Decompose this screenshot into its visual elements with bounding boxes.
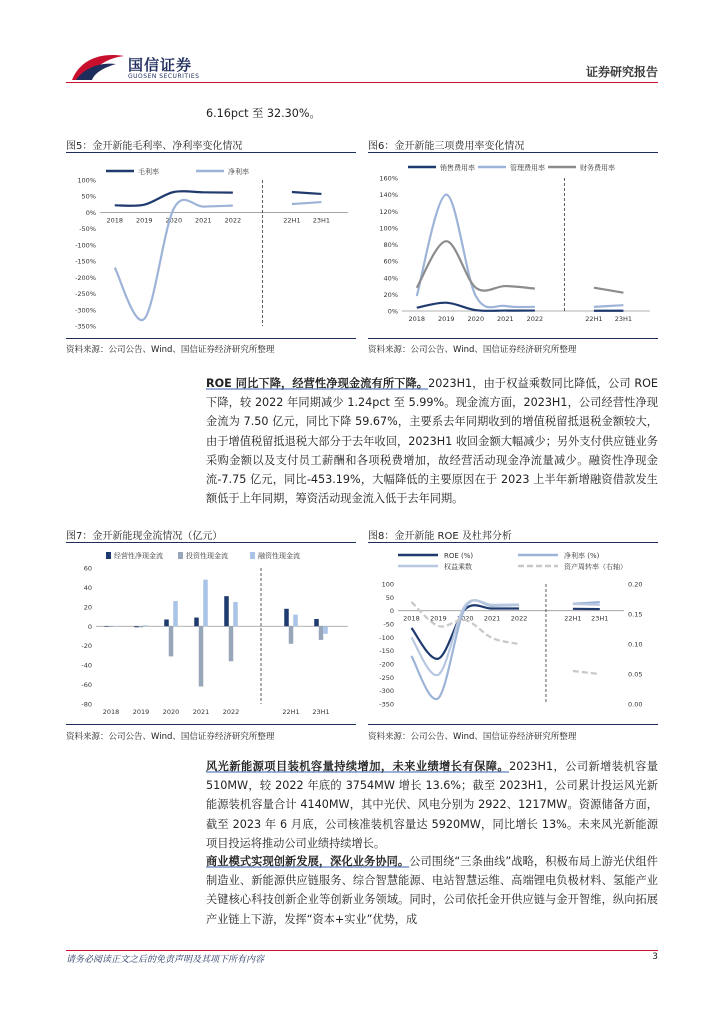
- y-tick-label: -300: [379, 687, 394, 696]
- bar: [233, 602, 238, 626]
- series-line-halfyear: [594, 288, 624, 293]
- y-tick-label: -80: [81, 700, 92, 709]
- fig8-source: 资料来源：公司公告、Wind、国信证券经济研究所整理: [368, 732, 577, 742]
- bar: [293, 615, 298, 627]
- paragraph-lead: ROE 同比下降，经营性净现金流有所下降。: [206, 377, 429, 390]
- y-tick-label: 20%: [383, 290, 398, 299]
- x-tick-label: 2019: [136, 216, 153, 225]
- legend-label: 管理费用率: [510, 164, 545, 172]
- fig8-title: 图8：金开新能 ROE 及杜邦分析: [368, 531, 512, 542]
- bar: [314, 619, 319, 626]
- y-tick-label: 140%: [379, 191, 398, 200]
- y-tick-label: 0%: [85, 208, 96, 217]
- y-tick-label: -100%: [75, 241, 96, 250]
- y-tick-label: 160%: [379, 174, 398, 183]
- fig6-source: 资料来源：公司公告、Wind、国信证券经济研究所整理: [368, 345, 577, 355]
- footer-divider: [66, 950, 658, 951]
- fig7-title: 图7：金开新能现金流情况（亿元）: [66, 531, 223, 542]
- bar: [194, 618, 199, 627]
- bar: [319, 626, 324, 640]
- bar: [229, 626, 234, 661]
- y-tick-label: -40: [81, 661, 92, 670]
- y-tick-label: 0: [87, 622, 92, 631]
- legend-label: 权益乘数: [444, 563, 472, 571]
- y-tick-label: 40%: [383, 274, 398, 283]
- series-line-halfyear: [292, 202, 322, 204]
- page-number: 3: [652, 952, 658, 962]
- fig6-rule: [368, 152, 658, 153]
- bar: [289, 626, 294, 643]
- x-tick-label: 2020: [162, 708, 180, 716]
- y-tick-label: 40: [83, 583, 92, 592]
- y-tick-label: 100: [381, 580, 394, 589]
- series-line-annual: [115, 191, 233, 206]
- bar: [199, 626, 204, 686]
- y-tick-label: -250%: [75, 290, 96, 299]
- bar: [164, 619, 169, 626]
- x-tick-label: 22H1: [282, 708, 300, 716]
- x-tick-label: 2018: [106, 216, 124, 225]
- logo-english: GUOSEN SECURITIES: [128, 73, 200, 80]
- series-line-halfyear: [594, 305, 624, 307]
- fig7-bottom-rule: [66, 724, 356, 725]
- fig6-title: 图6：金开新能三项费用率变化情况: [368, 141, 525, 152]
- legend-label: 净利率: [228, 168, 249, 176]
- legend-swatch: [250, 552, 255, 559]
- legend-label: 毛利率: [138, 168, 159, 176]
- y-right-tick-label: 0.15: [628, 610, 643, 619]
- x-tick-label: 22H1: [283, 216, 301, 225]
- legend-label: 销售费用率: [440, 164, 475, 172]
- bar: [109, 626, 114, 627]
- legend-label: 资产周转率（右轴）: [564, 563, 627, 571]
- y-tick-label: 80%: [383, 241, 398, 249]
- fig5-title: 图5：金开新能毛利率、净利率变化情况: [66, 141, 243, 152]
- series-line-halfyear: [573, 604, 600, 605]
- y-tick-label: -60: [81, 681, 92, 690]
- y-tick-label: -200%: [75, 273, 96, 282]
- x-tick-label: 2018: [102, 708, 120, 716]
- y-tick-label: -350: [379, 700, 394, 709]
- bar: [104, 626, 109, 627]
- series-line-annual: [411, 605, 519, 659]
- x-tick-label: 23H1: [614, 315, 633, 323]
- y-tick-label: 0: [389, 607, 394, 616]
- y-tick-label: -20: [81, 642, 92, 651]
- legend-label: 净利率 (%): [564, 552, 600, 560]
- fig5-bottom-rule: [66, 338, 356, 339]
- fig7-chart: [66, 546, 356, 722]
- y-tick-label: -50%: [79, 225, 96, 234]
- bar: [203, 580, 208, 627]
- legend-swatch: [178, 552, 183, 559]
- bar: [224, 596, 229, 626]
- y-tick-label: 50: [385, 593, 394, 602]
- x-tick-label: 2021: [192, 708, 210, 716]
- fig8-rule: [368, 542, 658, 543]
- series-line-annual: [411, 600, 519, 675]
- y-tick-label: 120%: [379, 207, 398, 216]
- bar: [143, 625, 148, 626]
- y-tick-label: 100%: [379, 224, 398, 233]
- y-right-tick-label: 0.05: [628, 670, 643, 679]
- x-tick-label: 2019: [430, 614, 447, 623]
- legend-label: ROE (%): [444, 552, 474, 560]
- paragraph-lead: 风光新能源项目装机容量持续增加，未来业绩增长有保障。: [206, 760, 510, 773]
- y-tick-label: -250: [379, 673, 394, 682]
- company-logo-icon: [70, 50, 126, 82]
- y-tick-label: -350%: [75, 322, 96, 331]
- paragraph-business-model: [206, 852, 658, 929]
- bar: [113, 626, 118, 627]
- bar: [134, 626, 139, 627]
- y-right-tick-label: 0.20: [628, 580, 643, 589]
- x-tick-label: 23H1: [312, 216, 331, 225]
- fig8-chart: [368, 546, 658, 722]
- y-tick-label: -50: [383, 620, 394, 629]
- intro-fragment: 6.16pct 至 32.30%。: [206, 107, 321, 120]
- y-tick-label: 60%: [383, 257, 398, 266]
- x-tick-label: 2022: [222, 708, 240, 716]
- y-tick-label: 20: [83, 603, 92, 612]
- paragraph-roe-cashflow: [206, 374, 658, 508]
- bar: [139, 626, 144, 627]
- x-tick-label: 2020: [165, 216, 183, 225]
- fig7-rule: [66, 542, 356, 543]
- x-tick-label: 2022: [510, 614, 528, 623]
- x-tick-label: 23H1: [591, 614, 609, 623]
- y-tick-label: -150: [379, 647, 394, 656]
- report-type-label: 证券研究报告: [585, 65, 658, 79]
- fig6-bottom-rule: [368, 338, 658, 339]
- series-line-halfyear: [573, 671, 600, 674]
- footer-disclaimer: 请务必阅读正文之后的免责声明及其项下所有内容: [66, 955, 265, 965]
- y-tick-label: 50%: [81, 192, 96, 201]
- x-tick-label: 2020: [467, 315, 485, 323]
- y-right-tick-label: 0.00: [628, 700, 643, 709]
- x-tick-label: 2021: [497, 315, 514, 323]
- bar: [323, 626, 328, 634]
- series-line-annual: [417, 241, 535, 290]
- y-right-tick-label: 0.10: [628, 640, 643, 649]
- fig5-chart: [66, 156, 356, 336]
- fig5-rule: [66, 152, 356, 153]
- legend-swatch: [106, 552, 111, 559]
- bar: [284, 609, 289, 626]
- y-tick-label: 60: [83, 564, 92, 573]
- y-tick-label: -150%: [75, 257, 96, 266]
- fig8-bottom-rule: [368, 724, 658, 725]
- logo-name: 国信证券: [128, 56, 193, 74]
- x-tick-label: 2021: [195, 216, 212, 225]
- bar: [173, 601, 178, 626]
- x-tick-label: 22H1: [564, 614, 582, 623]
- paragraph-body: 2023H1，公司新增装机容量 510MW，较 2022 年底的 3754MW 增长 13.6%；截至 2023H1，公司累计投运风光新能源装机容量合计 4140MW，其中光伏、风电分别为 2922、1217MW。资源储备方面，截至 2023 年 6 月底，公司核准装机容量达 5920MW，同比增长 13%。未来风光新能源项目投运将推动公司业绩持续增长。: [206, 760, 658, 850]
- series-line-halfyear: [292, 192, 322, 194]
- paragraph-capacity: [206, 757, 658, 853]
- y-tick-label: 0%: [387, 307, 398, 316]
- x-tick-label: 23H1: [312, 708, 330, 716]
- legend-label: 财务费用率: [580, 164, 615, 172]
- legend-label: 经营性净现金流: [114, 552, 163, 560]
- paragraph-body: 公司围绕“三条曲线”战略，积极布局上游光伏组件制造业、新能源供应链服务、综合智慧能源、电站智慧运维、高端锂电负极材料、氢能产业关键核心科技创新企业等创新业务领域。同时，公司依托金开供应链与金开智维，纵向拓展产业链上下游，发挥“资本+实业”优势，成: [206, 855, 658, 926]
- legend-label: 融资性现金流: [258, 552, 300, 560]
- x-tick-label: 2018: [408, 315, 426, 323]
- x-tick-label: 2022: [224, 216, 242, 225]
- y-tick-label: -100: [379, 633, 394, 642]
- bar: [169, 626, 174, 656]
- header-divider: [66, 82, 658, 83]
- x-tick-label: 22H1: [585, 315, 603, 323]
- x-tick-label: 2021: [483, 614, 501, 623]
- paragraph-body: 2023H1，由于权益乘数同比降低，公司 ROE 下降，较 2022 年同期减少 1.24pct 至 5.99%。现金流方面，2023H1，公司经营性净现金流为 7.50 亿元，同比下降 59.67%，主要系去年同期收到的增值税留抵退税金额较大，由于增值税留抵退税大部分于去年收回，2023H1 收回金额大幅减少；另外支付供应链业务采购金额以及支付员工薪酬和各项税费增加，故经营活动现金净流量减少。融资性净现金流-7.75 亿元，同比-453.19%，大幅降低的主要原因在于 2023 上半年新增融资借款发生额低于上年同期，筹资活动现金流入低于去年同期。: [206, 377, 658, 506]
- x-tick-label: 2019: [132, 708, 150, 716]
- x-tick-label: 2022: [526, 315, 544, 323]
- fig7-source: 资料来源：公司公告、Wind、国信证券经济研究所整理: [66, 732, 275, 742]
- x-tick-label: 2020: [456, 614, 474, 623]
- y-tick-label: 100%: [77, 176, 96, 185]
- paragraph-lead: 商业模式实现创新发展，深化业务协同。: [206, 855, 410, 868]
- y-tick-label: -200: [379, 660, 394, 669]
- fig5-source: 资料来源：公司公告、Wind、国信证券经济研究所整理: [66, 345, 275, 355]
- x-tick-label: 2019: [438, 315, 455, 323]
- y-tick-label: -300%: [75, 306, 96, 315]
- legend-label: 投资性现金流: [186, 552, 228, 560]
- fig6-chart: [368, 156, 658, 336]
- x-tick-label: 2018: [403, 614, 420, 623]
